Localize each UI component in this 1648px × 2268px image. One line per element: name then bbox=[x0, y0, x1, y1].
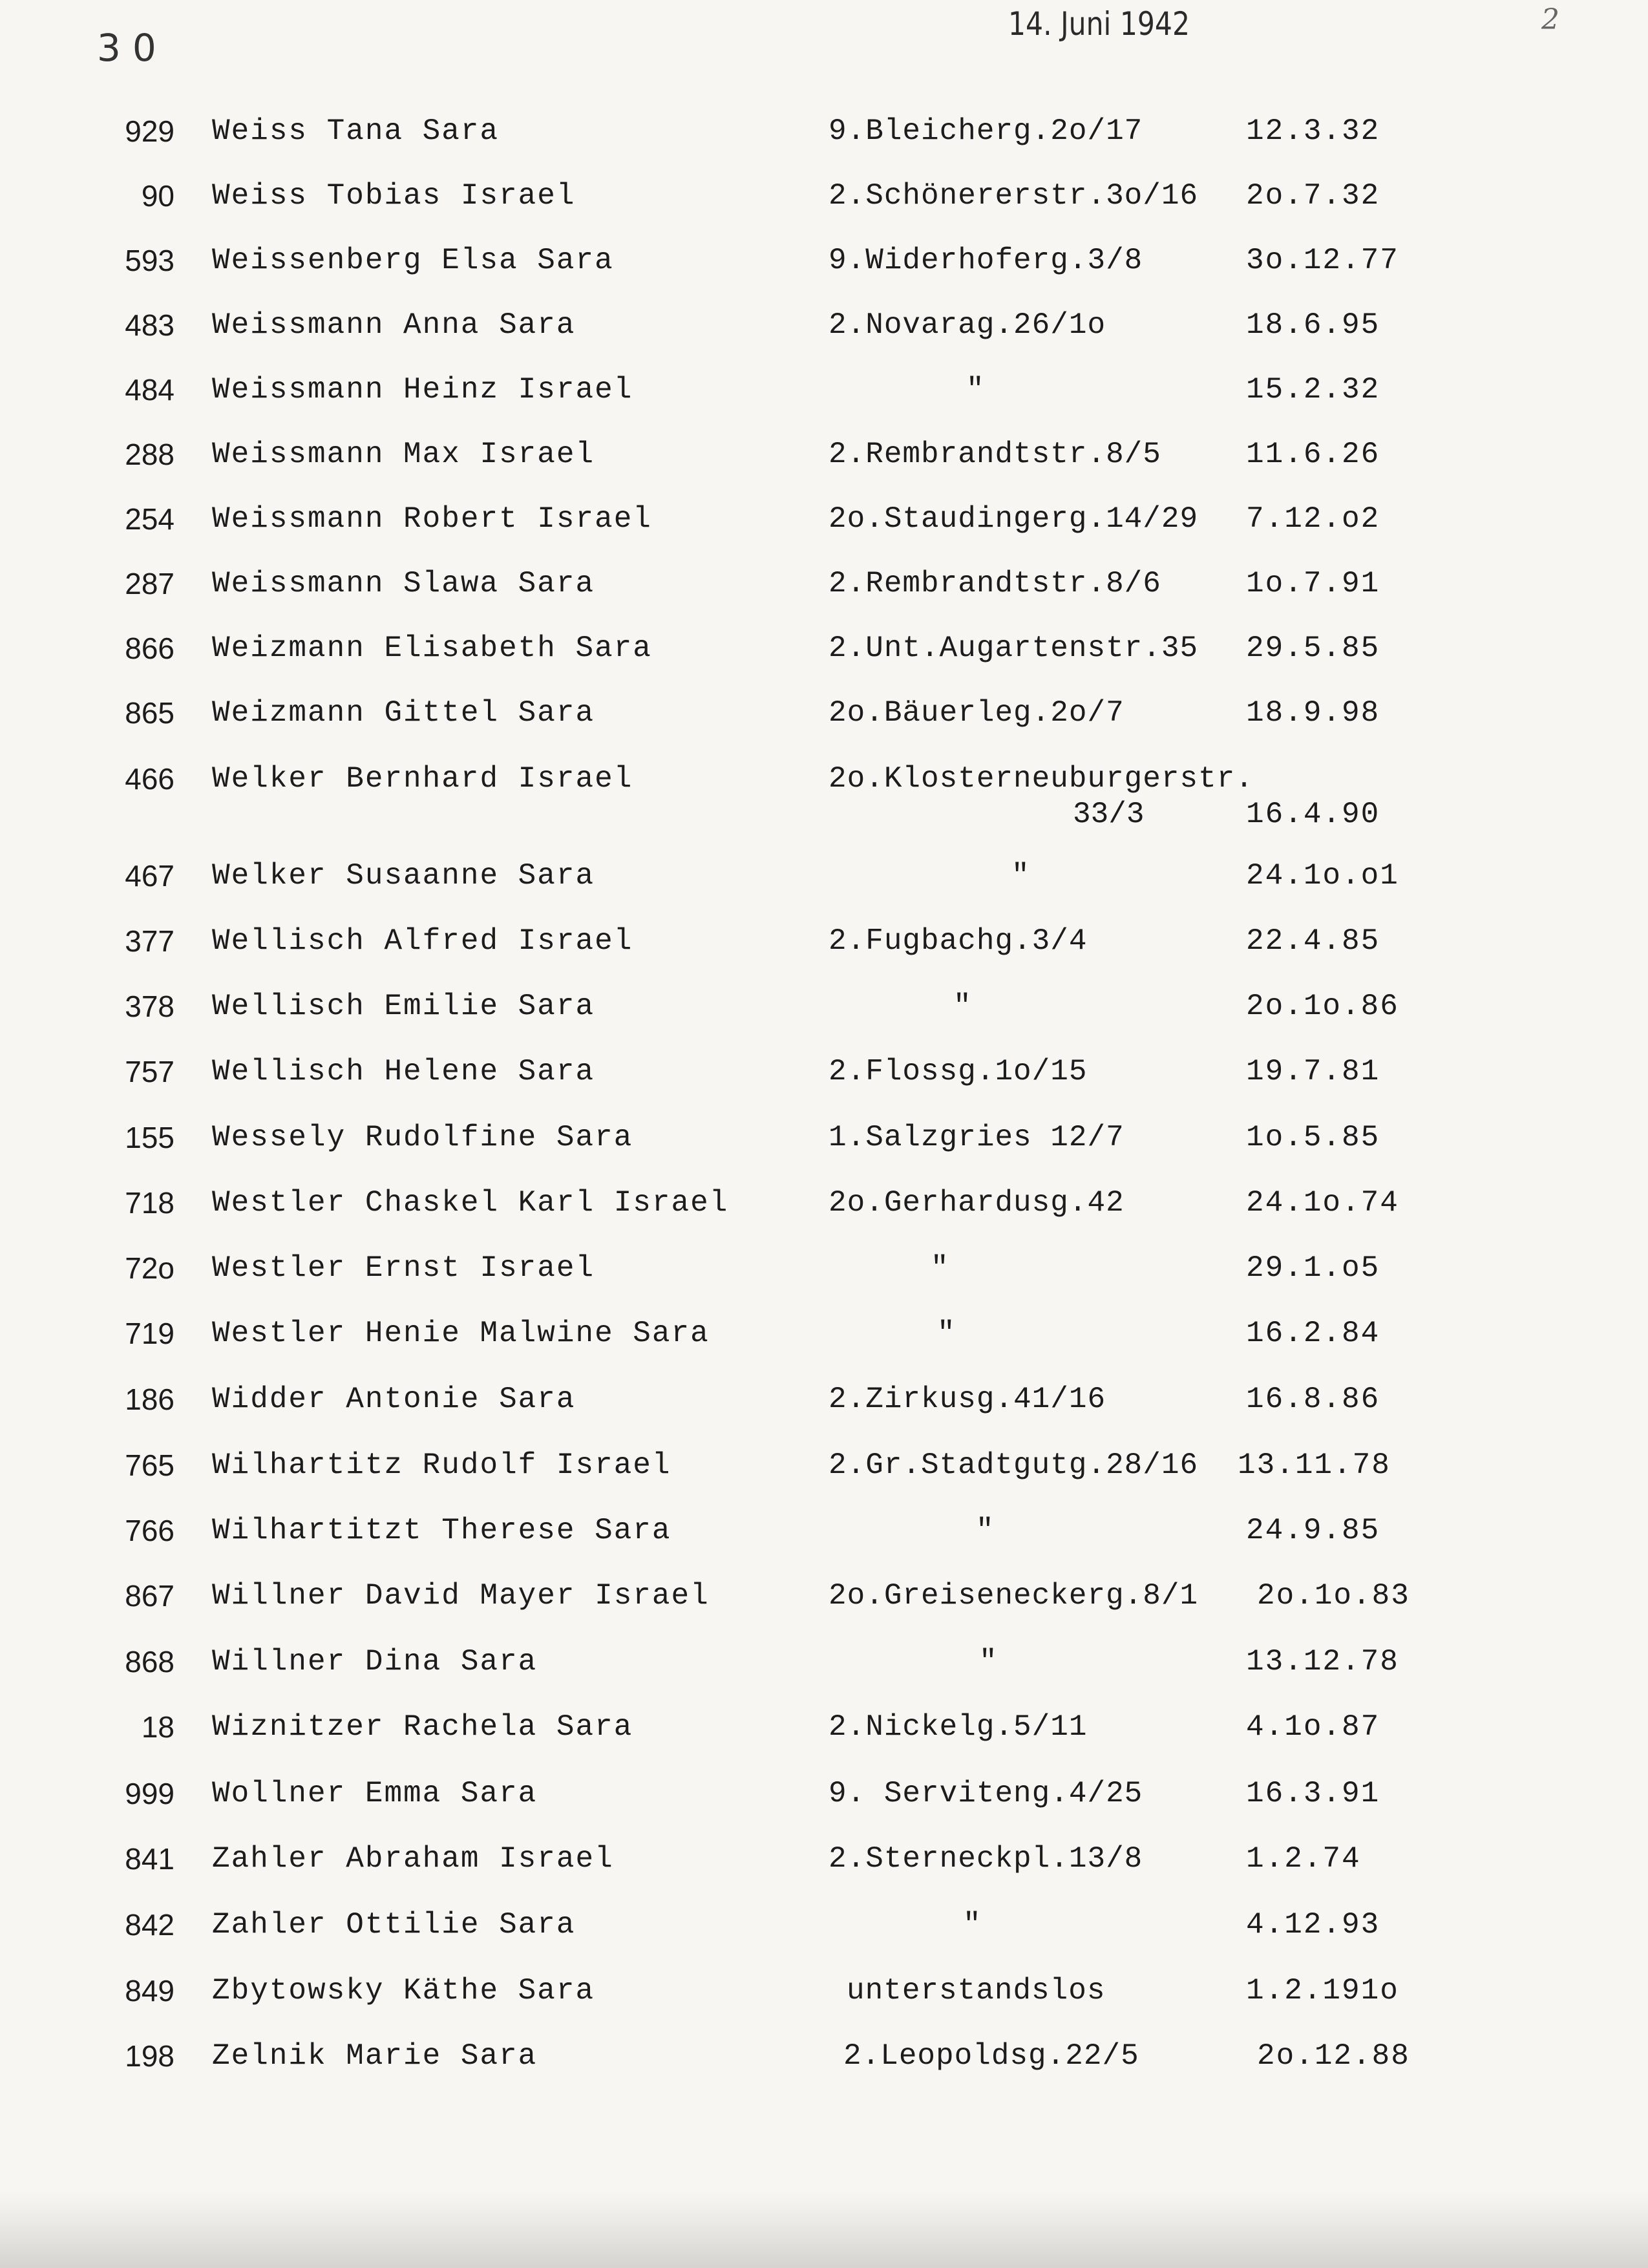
list-number: 288 bbox=[125, 438, 174, 471]
list-number: 841 bbox=[125, 1842, 174, 1876]
address: " bbox=[963, 1908, 982, 1942]
address: 2.Unt.Augartenstr.35 bbox=[829, 631, 1199, 665]
list-number: 842 bbox=[125, 1908, 174, 1942]
list-number: 466 bbox=[125, 762, 174, 796]
list-number: 765 bbox=[125, 1448, 174, 1482]
list-number: 467 bbox=[125, 859, 174, 893]
address: 2.Schönererstr.3o/16 bbox=[829, 179, 1199, 213]
list-number: 868 bbox=[125, 1645, 174, 1679]
address: 2o.Klosterneuburgerstr. bbox=[829, 762, 1254, 796]
address: 2.Fugbachg.3/4 bbox=[829, 924, 1088, 958]
birth-date: 11.6.26 bbox=[1246, 438, 1380, 471]
person-name: Zahler Abraham Israel bbox=[212, 1842, 614, 1876]
list-number: 18 bbox=[141, 1710, 174, 1744]
list-row bbox=[0, 1311, 1648, 1356]
person-name: Westler Chaskel Karl Israel bbox=[212, 1186, 729, 1220]
person-name: Willner David Mayer Israel bbox=[212, 1579, 710, 1613]
birth-date: 1.2.74 bbox=[1246, 1842, 1361, 1876]
list-row bbox=[0, 173, 1648, 218]
list-row bbox=[0, 756, 1648, 847]
list-number: 483 bbox=[125, 308, 174, 342]
list-row bbox=[0, 1115, 1648, 1160]
birth-date: 3o.12.77 bbox=[1246, 244, 1399, 277]
birth-date: 4.12.93 bbox=[1246, 1908, 1380, 1942]
birth-date: 2o.7.32 bbox=[1246, 179, 1380, 213]
list-row bbox=[0, 1704, 1648, 1750]
list-number: 866 bbox=[125, 631, 174, 665]
list-row bbox=[0, 1968, 1648, 2013]
list-row bbox=[0, 1443, 1648, 1488]
person-name: Weissenberg Elsa Sara bbox=[212, 244, 614, 277]
list-row bbox=[0, 109, 1648, 154]
list-row bbox=[0, 1902, 1648, 1947]
person-name: Weiss Tobias Israel bbox=[212, 179, 576, 213]
birth-date: 2o.1o.86 bbox=[1246, 990, 1399, 1023]
list-number: 377 bbox=[125, 924, 174, 958]
birth-date: 15.2.32 bbox=[1246, 373, 1380, 407]
list-row bbox=[0, 432, 1648, 477]
person-name: Wessely Rudolfine Sara bbox=[212, 1121, 633, 1154]
birth-date: 18.6.95 bbox=[1246, 308, 1380, 342]
birth-date: 24.1o.74 bbox=[1246, 1186, 1399, 1220]
person-name: Westler Henie Malwine Sara bbox=[212, 1317, 710, 1350]
person-name: Welker Bernhard Israel bbox=[212, 762, 633, 796]
address: " bbox=[937, 1317, 956, 1350]
birth-date: 12.3.32 bbox=[1246, 114, 1380, 148]
person-name: Weissmann Robert Israel bbox=[212, 502, 652, 536]
address: " bbox=[1011, 859, 1030, 893]
list-row bbox=[0, 984, 1648, 1029]
list-number: 865 bbox=[125, 696, 174, 730]
address: unterstandslos bbox=[847, 1974, 1106, 2008]
list-number: 757 bbox=[125, 1055, 174, 1088]
birth-date: 29.1.o5 bbox=[1246, 1251, 1380, 1285]
person-name: Zelnik Marie Sara bbox=[212, 2039, 538, 2073]
birth-date: 18.9.98 bbox=[1246, 696, 1380, 730]
list-row bbox=[0, 1508, 1648, 1553]
address: 9.Bleicherg.2o/17 bbox=[829, 114, 1143, 148]
address: 2.Novarag.26/1o bbox=[829, 308, 1106, 342]
birth-date: 2o.1o.83 bbox=[1257, 1579, 1410, 1613]
scan-edge-shadow bbox=[0, 2191, 1648, 2268]
person-name: Welker Susaanne Sara bbox=[212, 859, 595, 893]
list-row bbox=[0, 853, 1648, 898]
birth-date: 2o.12.88 bbox=[1257, 2039, 1410, 2073]
address: " bbox=[953, 990, 972, 1023]
person-name: Westler Ernst Israel bbox=[212, 1251, 595, 1285]
list-row bbox=[0, 2033, 1648, 2079]
person-name: Wilhartitz Rudolf Israel bbox=[212, 1448, 671, 1482]
list-row bbox=[0, 1639, 1648, 1684]
address: " bbox=[976, 1514, 995, 1547]
address: 2.Rembrandtstr.8/5 bbox=[829, 438, 1161, 471]
list-number: 719 bbox=[125, 1317, 174, 1350]
birth-date: 16.8.86 bbox=[1246, 1383, 1380, 1416]
birth-date: 24.1o.o1 bbox=[1246, 859, 1399, 893]
list-row bbox=[0, 561, 1648, 606]
list-row bbox=[0, 496, 1648, 542]
address-continuation: 33/3 bbox=[1073, 798, 1145, 831]
list-row bbox=[0, 238, 1648, 283]
list-row bbox=[0, 626, 1648, 671]
list-number: 849 bbox=[125, 1974, 174, 2008]
birth-date: 16.2.84 bbox=[1246, 1317, 1380, 1350]
address: 2o.Gerhardusg.42 bbox=[829, 1186, 1125, 1220]
list-number: 867 bbox=[125, 1579, 174, 1613]
person-name: Weizmann Elisabeth Sara bbox=[212, 631, 652, 665]
person-name: Wellisch Emilie Sara bbox=[212, 990, 595, 1023]
list-number: 593 bbox=[125, 244, 174, 277]
person-name: Wellisch Alfred Israel bbox=[212, 924, 633, 958]
address: 9. Serviteng.4/25 bbox=[829, 1777, 1143, 1810]
person-name: Weizmann Gittel Sara bbox=[212, 696, 595, 730]
list-number: 155 bbox=[125, 1121, 174, 1154]
list-number: 484 bbox=[125, 373, 174, 407]
person-name: Weissmann Max Israel bbox=[212, 438, 595, 471]
birth-date: 7.12.o2 bbox=[1246, 502, 1380, 536]
address: 2.Zirkusg.41/16 bbox=[829, 1383, 1106, 1416]
list-row bbox=[0, 367, 1648, 412]
person-name: Widder Antonie Sara bbox=[212, 1383, 576, 1416]
address: 2.Sterneckpl.13/8 bbox=[829, 1842, 1143, 1876]
address: 2o.Bäuerleg.2o/7 bbox=[829, 696, 1125, 730]
birth-date: 24.9.85 bbox=[1246, 1514, 1380, 1547]
list-number: 72o bbox=[125, 1251, 174, 1285]
person-name: Weiss Tana Sara bbox=[212, 114, 500, 148]
person-name: Wilhartitzt Therese Sara bbox=[212, 1514, 671, 1547]
birth-date: 1o.5.85 bbox=[1246, 1121, 1380, 1154]
person-name: Weissmann Anna Sara bbox=[212, 308, 576, 342]
list-number: 198 bbox=[125, 2039, 174, 2073]
address: 2.Nickelg.5/11 bbox=[829, 1710, 1088, 1744]
list-number: 718 bbox=[125, 1186, 174, 1220]
list-row bbox=[0, 1836, 1648, 1881]
address: 2.Flossg.1o/15 bbox=[829, 1055, 1088, 1088]
list-row bbox=[0, 1180, 1648, 1225]
address: " bbox=[966, 373, 985, 407]
person-name: Wellisch Helene Sara bbox=[212, 1055, 595, 1088]
list-row bbox=[0, 1245, 1648, 1291]
person-name: Wollner Emma Sara bbox=[212, 1777, 538, 1810]
address: 2.Rembrandtstr.8/6 bbox=[829, 567, 1161, 600]
birth-date: 22.4.85 bbox=[1246, 924, 1380, 958]
birth-date: 1.2.191o bbox=[1246, 1974, 1399, 2008]
list-row bbox=[0, 690, 1648, 736]
birth-date: 16.4.90 bbox=[1246, 798, 1380, 831]
address: " bbox=[979, 1645, 998, 1679]
corner-mark: 2 bbox=[1541, 3, 1559, 36]
list-row bbox=[0, 302, 1648, 348]
address: " bbox=[931, 1251, 949, 1285]
birth-date: 16.3.91 bbox=[1246, 1777, 1380, 1810]
person-name: Weissmann Heinz Israel bbox=[212, 373, 633, 407]
address: 1.Salzgries 12/7 bbox=[829, 1121, 1125, 1154]
address: 2o.Staudingerg.14/29 bbox=[829, 502, 1199, 536]
birth-date: 13.12.78 bbox=[1246, 1645, 1399, 1679]
list-row bbox=[0, 1771, 1648, 1816]
list-row bbox=[0, 1377, 1648, 1422]
date-stamp: 14. Juni 1942 bbox=[1008, 5, 1190, 43]
list-number: 254 bbox=[125, 502, 174, 536]
birth-date: 13.11.78 bbox=[1238, 1448, 1391, 1482]
birth-date: 1o.7.91 bbox=[1246, 567, 1380, 600]
list-row bbox=[0, 918, 1648, 964]
list-number: 287 bbox=[125, 567, 174, 600]
birth-date: 4.1o.87 bbox=[1246, 1710, 1380, 1744]
list-number: 999 bbox=[125, 1777, 174, 1810]
person-name: Wiznitzer Rachela Sara bbox=[212, 1710, 633, 1744]
address: 2o.Greiseneckerg.8/1 bbox=[829, 1579, 1199, 1613]
list-row bbox=[0, 1573, 1648, 1618]
person-name: Zahler Ottilie Sara bbox=[212, 1908, 576, 1942]
birth-date: 19.7.81 bbox=[1246, 1055, 1380, 1088]
list-number: 766 bbox=[125, 1514, 174, 1547]
page-number: 30 bbox=[97, 26, 168, 70]
list-number: 186 bbox=[125, 1383, 174, 1416]
list-number: 90 bbox=[141, 179, 174, 213]
address: 2.Gr.Stadtgutg.28/16 bbox=[829, 1448, 1199, 1482]
address: 2.Leopoldsg.22/5 bbox=[843, 2039, 1139, 2073]
list-number: 378 bbox=[125, 990, 174, 1023]
list-row bbox=[0, 1049, 1648, 1094]
address: 9.Widerhoferg.3/8 bbox=[829, 244, 1143, 277]
list-number: 929 bbox=[125, 114, 174, 148]
birth-date: 29.5.85 bbox=[1246, 631, 1380, 665]
person-name: Weissmann Slawa Sara bbox=[212, 567, 595, 600]
person-name: Zbytowsky Käthe Sara bbox=[212, 1974, 595, 2008]
person-name: Willner Dina Sara bbox=[212, 1645, 538, 1679]
